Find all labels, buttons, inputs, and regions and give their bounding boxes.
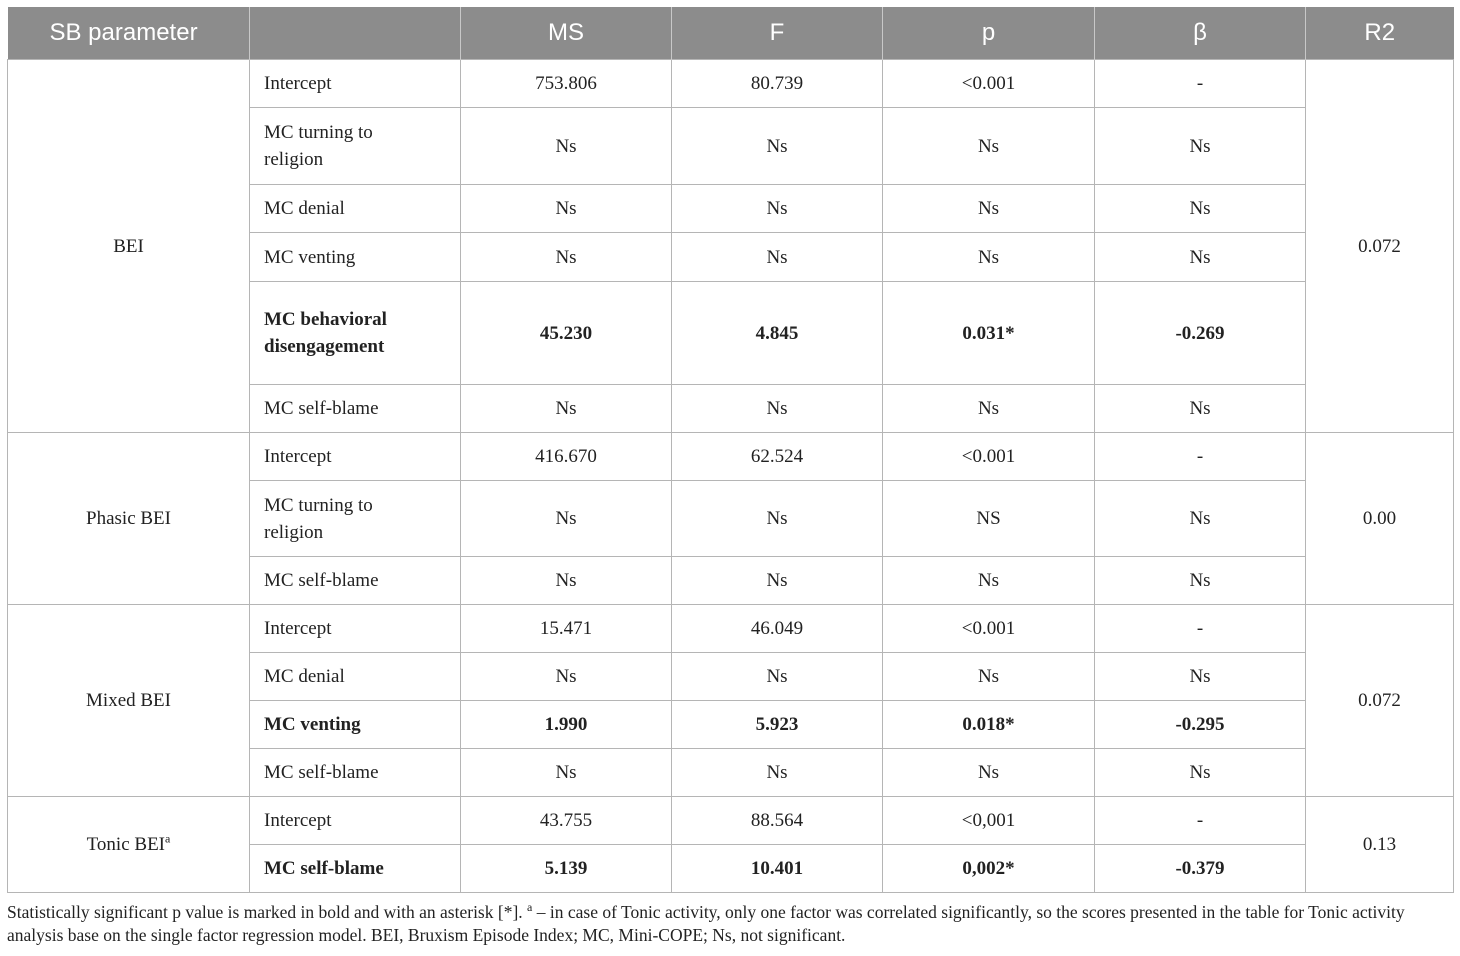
f-cell: 62.524 (672, 433, 883, 481)
factor-cell: Intercept (250, 605, 461, 653)
beta-cell: Ns (1095, 185, 1306, 233)
r2-cell: 0.072 (1306, 605, 1454, 797)
header-ms: MS (461, 7, 672, 60)
factor-cell: MC turning to religion (250, 481, 461, 557)
header-factor (250, 7, 461, 60)
beta-cell: -0.295 (1095, 701, 1306, 749)
ms-cell: 753.806 (461, 60, 672, 108)
factor-cell: MC self-blame (250, 749, 461, 797)
beta-cell: - (1095, 433, 1306, 481)
f-cell: Ns (672, 749, 883, 797)
f-cell: 4.845 (672, 282, 883, 385)
p-cell: Ns (883, 108, 1095, 185)
f-cell: 88.564 (672, 797, 883, 845)
f-cell: 10.401 (672, 845, 883, 893)
beta-cell: - (1095, 60, 1306, 108)
ms-cell: Ns (461, 233, 672, 282)
ms-cell: Ns (461, 749, 672, 797)
p-cell: Ns (883, 233, 1095, 282)
f-cell: 5.923 (672, 701, 883, 749)
ms-cell: 43.755 (461, 797, 672, 845)
factor-cell: MC denial (250, 653, 461, 701)
ms-cell: Ns (461, 385, 672, 433)
beta-cell: Ns (1095, 557, 1306, 605)
p-cell: Ns (883, 653, 1095, 701)
beta-cell: Ns (1095, 653, 1306, 701)
p-cell: NS (883, 481, 1095, 557)
ms-cell: 15.471 (461, 605, 672, 653)
p-cell: Ns (883, 557, 1095, 605)
table-caption: Statistically significant p value is marked in bold and with an asterisk [*]. $^a$ – in case of Tonic activity, only one factor was correlated significantly, so the scores presented in the table for Tonic activity analysis base on the single factor regression model. BEI, Bruxism Episode Index; MC, Mini-COPE; Ns, not significant. (7, 900, 1405, 945)
p-cell: 0.031* (883, 282, 1095, 385)
beta-cell: -0.379 (1095, 845, 1306, 893)
beta-cell: -0.269 (1095, 282, 1306, 385)
group-label: Tonic BEI$^a$ (8, 797, 250, 893)
factor-cell: Intercept (250, 60, 461, 108)
results-table (7, 7, 1454, 893)
f-cell: Ns (672, 653, 883, 701)
f-cell: 80.739 (672, 60, 883, 108)
ms-cell: Ns (461, 108, 672, 185)
f-cell: Ns (672, 481, 883, 557)
factor-cell: MC self-blame (250, 557, 461, 605)
r2-cell: 0.00 (1306, 433, 1454, 605)
f-cell: Ns (672, 385, 883, 433)
factor-cell: MC behavioral disengagement (250, 282, 461, 385)
factor-cell: MC venting (250, 233, 461, 282)
ms-cell: 416.670 (461, 433, 672, 481)
header-p: p (883, 7, 1095, 60)
p-cell: <0.001 (883, 605, 1095, 653)
factor-cell: MC turning to religion (250, 108, 461, 185)
r2-cell: 0.13 (1306, 797, 1454, 893)
ms-cell: Ns (461, 557, 672, 605)
header-sb-parameter: SB parameter (8, 7, 250, 60)
footnote-marker: a (165, 831, 171, 846)
factor-cell: MC venting (250, 701, 461, 749)
p-cell: <0,001 (883, 797, 1095, 845)
header-r2: R2 (1306, 7, 1454, 60)
beta-cell: Ns (1095, 481, 1306, 557)
f-cell: Ns (672, 233, 883, 282)
header-beta: β (1095, 7, 1306, 60)
table-row (8, 433, 1454, 481)
f-cell: 46.049 (672, 605, 883, 653)
group-label: Phasic BEI (8, 433, 250, 605)
group-label: Mixed BEI (8, 605, 250, 797)
table-row (8, 60, 1454, 108)
beta-cell: - (1095, 797, 1306, 845)
ms-cell: 5.139 (461, 845, 672, 893)
p-cell: Ns (883, 749, 1095, 797)
ms-cell: Ns (461, 653, 672, 701)
f-cell: Ns (672, 185, 883, 233)
factor-cell: MC denial (250, 185, 461, 233)
factor-cell: Intercept (250, 433, 461, 481)
caption-footnote-marker: a (527, 900, 533, 915)
group-label: BEI (8, 60, 250, 433)
p-cell: 0,002* (883, 845, 1095, 893)
p-cell: Ns (883, 385, 1095, 433)
p-cell: 0.018* (883, 701, 1095, 749)
ms-cell: 1.990 (461, 701, 672, 749)
beta-cell: Ns (1095, 749, 1306, 797)
ms-cell: 45.230 (461, 282, 672, 385)
table-row (8, 605, 1454, 653)
f-cell: Ns (672, 108, 883, 185)
f-cell: Ns (672, 557, 883, 605)
table-row (8, 797, 1454, 845)
r2-cell: 0.072 (1306, 60, 1454, 433)
ms-cell: Ns (461, 481, 672, 557)
header-f: F (672, 7, 883, 60)
factor-cell: Intercept (250, 797, 461, 845)
p-cell: <0.001 (883, 60, 1095, 108)
header-row (8, 7, 1454, 60)
ms-cell: Ns (461, 185, 672, 233)
p-cell: <0.001 (883, 433, 1095, 481)
p-cell: Ns (883, 185, 1095, 233)
beta-cell: Ns (1095, 108, 1306, 185)
beta-cell: - (1095, 605, 1306, 653)
factor-cell: MC self-blame (250, 845, 461, 893)
beta-cell: Ns (1095, 233, 1306, 282)
beta-cell: Ns (1095, 385, 1306, 433)
factor-cell: MC self-blame (250, 385, 461, 433)
